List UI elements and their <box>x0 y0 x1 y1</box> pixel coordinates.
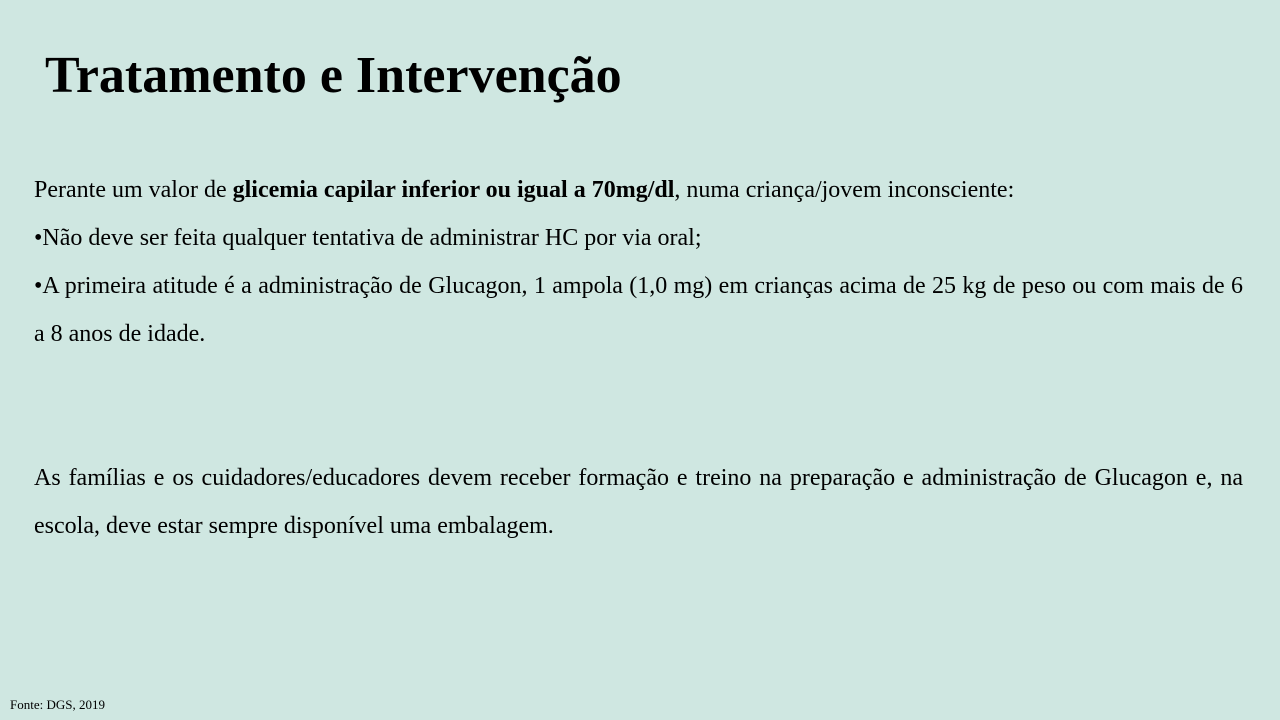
bullet-text-2: A primeira atitude é a administração de Glucagon, 1 ampola (1,0 mg) em crianças acima de 25 kg de peso ou com mais de 6 a 8 anos de idade. <box>34 273 1243 347</box>
content-block-training <box>34 454 1243 550</box>
source-footer: Fonte: DGS, 2019 <box>10 697 105 712</box>
intro-text-bold: glicemia capilar inferior ou igual a 70mg/dl <box>232 177 675 203</box>
bullet-item-1 <box>34 214 1243 262</box>
content-block-treatment <box>34 166 1243 358</box>
bullet-item-2 <box>34 262 1243 358</box>
bullet-icon: • <box>34 225 43 251</box>
bullet-text-1: Não deve ser feita qualquer tentativa de administrar HC por via oral; <box>42 225 702 251</box>
intro-text-before: Perante um valor de <box>34 177 233 203</box>
training-paragraph: As famílias e os cuidadores/educadores devem receber formação e treino na preparação e administração de Glucagon e, na escola, deve estar sempre disponível uma embalagem. <box>34 465 1243 539</box>
intro-line <box>34 166 1243 214</box>
intro-text-after: , numa criança/jovem inconsciente: <box>674 177 1015 203</box>
slide-title: Tratamento e Intervenção <box>45 47 622 104</box>
bullet-icon: • <box>34 273 43 299</box>
